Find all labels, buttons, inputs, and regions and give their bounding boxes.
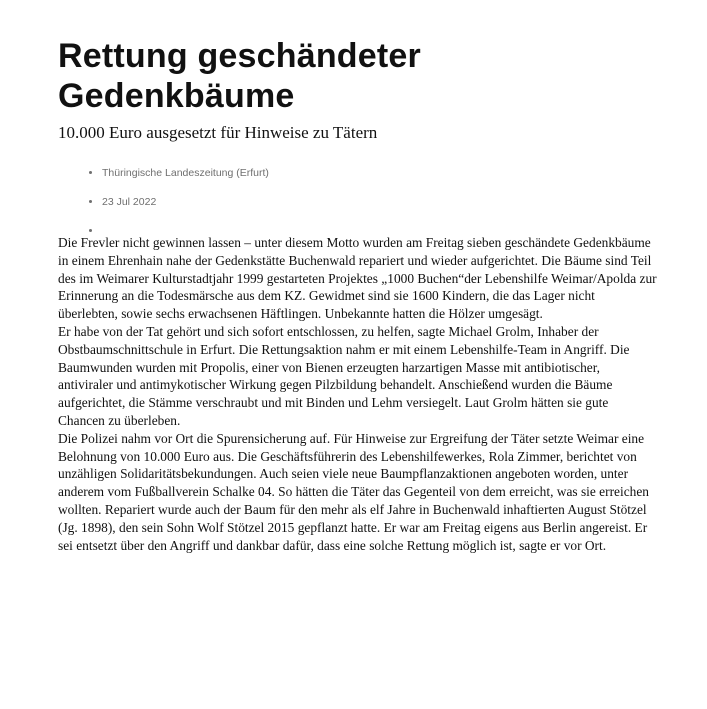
article-meta-list [58,166,658,234]
empty-list-item [102,224,658,234]
article [58,0,658,554]
headline: Rettung geschändeter Gedenkbäume [58,37,421,115]
article-body [58,234,658,554]
paragraph: Er habe von der Tat gehört und sich sofort entschlossen, zu helfen, sagte Michael Grolm, Inhaber der Obstbaumschnittschule in Erfurt. Die Rettungsaktion nahm er mit einem Lebenshilfe-Team in Angriff. Die Baumwunden wurden mit Propolis, einer von Bienen erzeugten harzartigen Masse mit antibiotischer, antiviraler und antimykotischer Wirkung gegen Pilzbildung behandelt. Anschießend wurden die Bäume aufgerichtet, die Stämme verschraubt und mit Binden und Lehm versiegelt. Laut Grolm hätten sie gute Chancen zu überleben. [58,323,630,428]
subtitle: 10.000 Euro ausgesetzt für Hinweise zu Tätern [58,123,378,142]
date-item: • 23 Jul 2022 [102,195,658,209]
paragraph: Die Polizei nahm vor Ort die Spurensicherung auf. Für Hinweise zur Ergreifung der Täter setzte Weimar eine Belohnung von 10.000 Euro aus. Die Geschäftsführerin des Lebenshilfewerkes, Rola Zimmer, berichtet von unzähligen Solidaritätsbekundungen. Auch seien viele neue Baumpflanzaktionen angeboten worden, unter anderem vom Fußballverein Schalke 04. So hätten die Täter das Gegenteil von dem erreicht, was sie erreichen wollten. Repariert wurde auch der Baum für den mehr als elf Jahre in Buchenwald inhaftierten August Stötzel (Jg. 1898), den sein Sohn Wolf Stötzel 2015 gepflanzt hatte. Er war am Freitag eigens aus Berlin angereist. Er sei entsetzt über den Angriff und dankbar dafür, dass eine solche Rettung möglich ist, sagte er vor Ort. [58,430,649,553]
paragraph: Die Frevler nicht gewinnen lassen – unter diesem Motto wurden am Freitag sieben geschändete Gedenkbäume in einem Ehrenhain nahe der Gedenkstätte Buchenwald repariert und wieder aufgerichtet. Die Bäume sind Teil des im Weimarer Kulturstadtjahr 1999 gestarteten Projektes „1000 Buchen“der Lebenshilfe Weimar/Apolda zur Erinnerung an die Todesmärsche aus dem KZ. Gewidmet sind sie 1600 Kindern, die das Lager nicht überlebten, sowie sechs erwachsenen Häftlingen. Unbekannte hatten die Hölzer umgesägt. [58,235,657,322]
source-item: • Thüringische Landeszeitung (Erfurt) [102,166,658,180]
